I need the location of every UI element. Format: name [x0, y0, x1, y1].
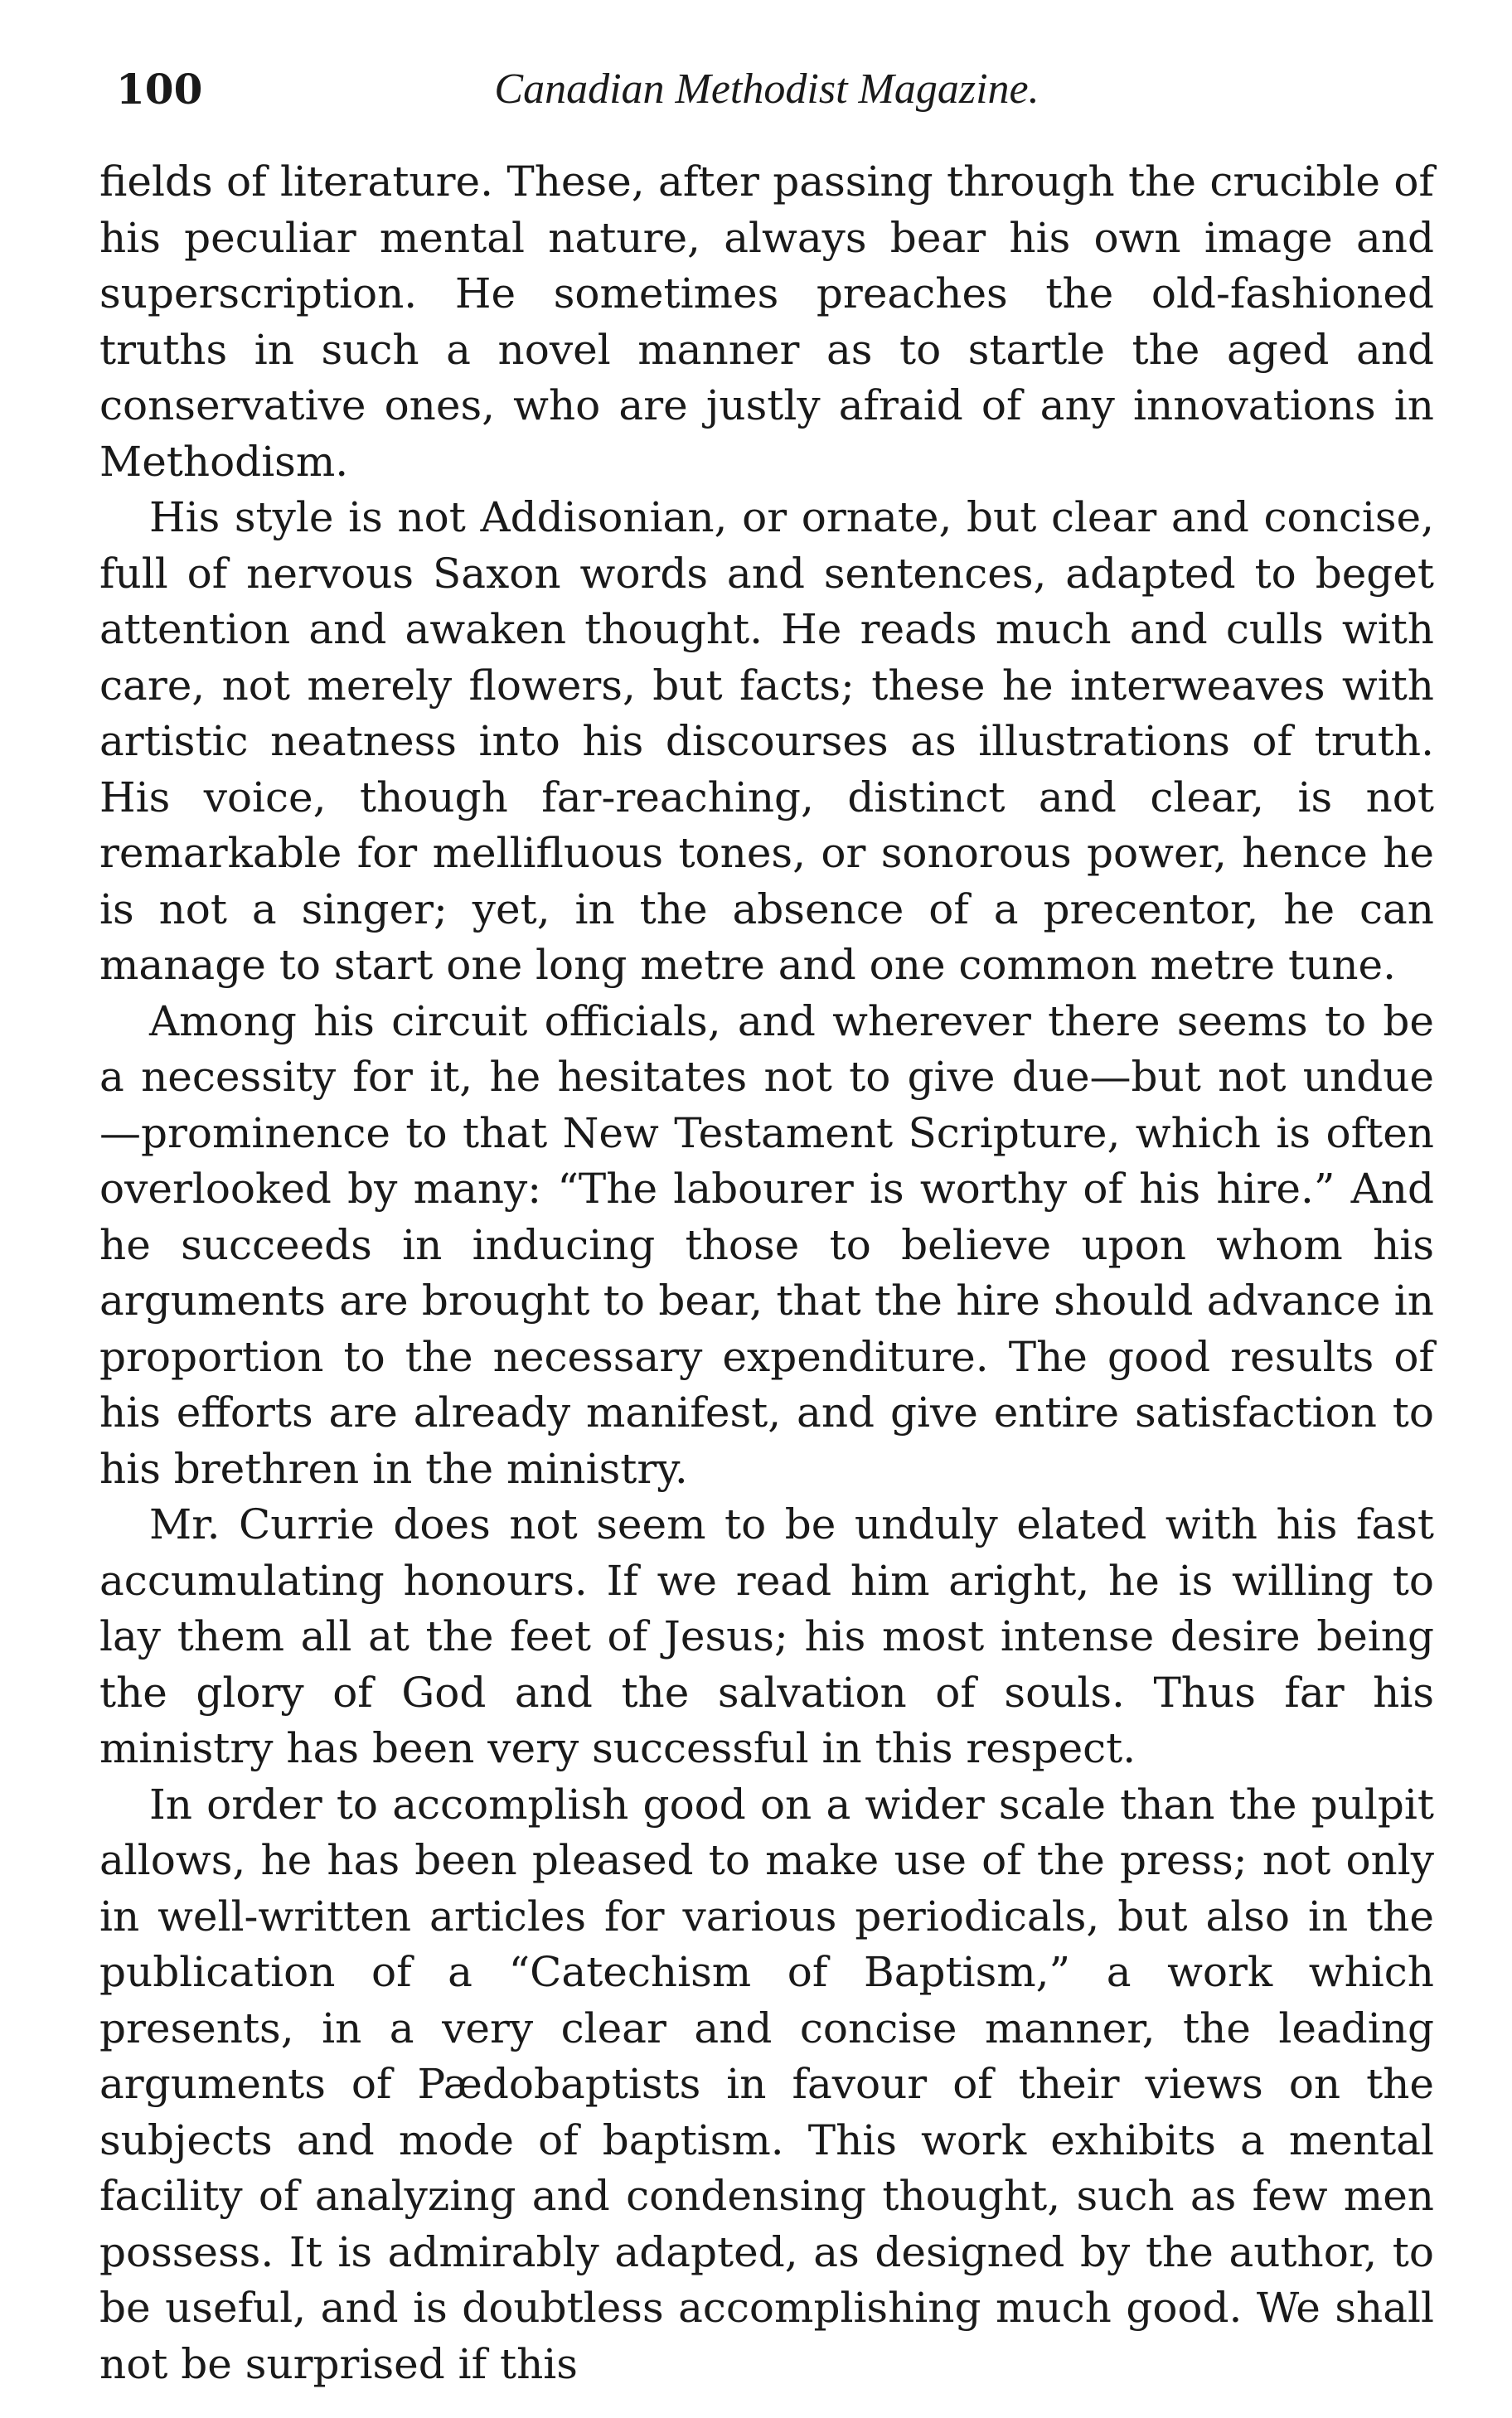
page-number: 100	[116, 65, 203, 114]
paragraph: His style is not Addisonian, or ornate, but clear and concise, full of nervous Saxon words and sentences, adapted to beget attention and awaken thought. He reads much and culls with care, not merely flowers, but facts; these he interweaves with artistic neatness into his discourses as illustrations of truth. His voice, though far-reaching, distinct and clear, is not remarkable for mellifluous tones, or sonorous power, hence he is not a singer; yet, in the absence of a precentor, he can manage to start one long metre and one common metre tune.	[99, 493, 1434, 989]
paragraph: fields of literature. These, after passing through the crucible of his peculiar mental nature, always bear his own image and superscription. He sometimes preaches the old-fashioned truths in such a novel manner as to startle the aged and conservative ones, who are justly afraid of any innovations in Methodism.	[99, 157, 1434, 486]
paragraph: In order to accomplish good on a wider scale than the pulpit allows, he has been pleased to make use of the press; not only in well-written articles for various periodicals, but also in the publication of a “Catechism of Baptism,” a work which presents, in a very clear and concise manner, the leading arguments of Pædobaptists in favour of their views on the subjects and mode of baptism. This work exhibits a mental facility of analyzing and condensing thought, such as few men possess. It is admirably adapted, as designed by the author, to be useful, and is doubtless accomplishing much good. We shall not be surprised if this	[99, 1780, 1434, 2388]
running-title: Canadian Methodist Magazine.	[494, 65, 1040, 113]
paragraph: Among his circuit officials, and wherever there seems to be a necessity for it, he hesitates not to give due—but not undue—prominence to that New Testament Scripture, which is often overlooked by many: “The labourer is worthy of his hire.” And he succeeds in inducing those to believe upon whom his arguments are brought to bear, that the hire should advance in proportion to the necessary expenditure. The good results of his efforts are already manifest, and give entire satisfaction to his brethren in the ministry.	[99, 996, 1434, 1493]
article-body	[99, 154, 1434, 2392]
paragraph: Mr. Currie does not seem to be unduly elated with his fast accumulating honours. If we read him aright, he is willing to lay them all at the feet of Jesus; his most intense desire being the glory of God and the salvation of souls. Thus far his ministry has been very successful in this respect.	[99, 1500, 1434, 1772]
running-head	[99, 50, 1434, 141]
page	[99, 50, 1434, 2388]
